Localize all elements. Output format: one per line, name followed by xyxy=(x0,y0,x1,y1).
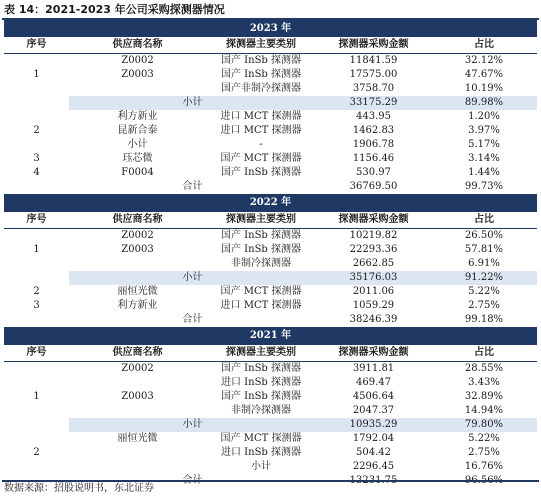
header-supplier: 供应商名称 xyxy=(69,212,206,229)
cell-amount: 3911.81 xyxy=(352,363,395,374)
cell-supplier: 丽恒光微 xyxy=(117,286,158,297)
subtotal-amount: 33175.29 xyxy=(316,96,431,110)
cell-share: 3.43% xyxy=(468,377,500,388)
cell-category: 进口 InSb 探测器 xyxy=(221,447,301,458)
table-row xyxy=(4,152,537,166)
header-amount: 探测器采购金额 xyxy=(316,37,431,54)
table-row xyxy=(4,460,537,474)
total-label: 合计 xyxy=(182,181,203,192)
cell-amount: 1059.29 xyxy=(352,300,395,311)
table-row xyxy=(4,446,537,460)
cell-seq: 2 xyxy=(33,286,40,297)
cell-share: 3.97% xyxy=(468,125,500,136)
cell-amount: 530.97 xyxy=(356,167,391,178)
header-seq: 序号 xyxy=(4,37,69,54)
cell-seq: 1 xyxy=(33,391,40,402)
table-row xyxy=(4,110,537,124)
column-header-row xyxy=(4,37,537,54)
cell-category: 国产 MCT 探测器 xyxy=(220,286,302,297)
cell-supplier: Z0003 xyxy=(121,69,154,80)
total-row xyxy=(4,313,537,327)
year-banner-2022 xyxy=(4,194,537,212)
cell-seq: 4 xyxy=(33,167,40,178)
cell-category: - xyxy=(259,139,263,150)
cell-supplier xyxy=(69,257,206,271)
subtotal-label: 小计 xyxy=(69,418,316,432)
cell-share: 32.12% xyxy=(464,55,504,66)
cell-seq xyxy=(4,229,69,244)
cell-supplier: Z0003 xyxy=(121,391,154,402)
cell-supplier: 丽恒光微 xyxy=(117,433,158,444)
cell-seq xyxy=(4,54,69,69)
cell-amount: 469.47 xyxy=(356,377,391,388)
cell-share: 3.14% xyxy=(468,153,500,164)
cell-amount: 443.95 xyxy=(356,111,391,122)
cell-seq: 2 xyxy=(33,125,40,136)
cell-amount: 1462.83 xyxy=(352,125,395,136)
table-row xyxy=(4,404,537,418)
total-share: 99.18% xyxy=(464,314,504,325)
subtotal-share: 89.98% xyxy=(431,96,537,110)
header-share: 占比 xyxy=(431,345,537,362)
cell-share: 10.19% xyxy=(464,83,504,94)
year-title: 2022 年 xyxy=(4,194,537,212)
cell-supplier: F0004 xyxy=(121,167,154,178)
table-row xyxy=(4,432,537,446)
cell-category: 国产非制冷探测器 xyxy=(221,83,301,94)
table-row xyxy=(4,243,537,257)
table-row xyxy=(4,82,537,96)
cell-supplier: Z0002 xyxy=(121,230,154,241)
header-seq: 序号 xyxy=(4,212,69,229)
table-row xyxy=(4,166,537,180)
cell-amount: 1906.78 xyxy=(352,139,395,150)
header-amount: 探测器采购金额 xyxy=(316,345,431,362)
cell-share: 2.75% xyxy=(468,447,500,458)
total-label: 合计 xyxy=(182,314,203,325)
cell-share: 26.50% xyxy=(464,230,504,241)
table-row xyxy=(4,299,537,313)
column-header-row xyxy=(4,345,537,362)
table-row xyxy=(4,376,537,390)
cell-seq: 3 xyxy=(33,153,40,164)
total-share: 99.73% xyxy=(464,181,504,192)
procurement-table xyxy=(4,20,537,488)
cell-category: 进口 MCT 探测器 xyxy=(220,125,302,136)
cell-seq xyxy=(4,376,69,390)
cell-category: 国产 InSb 探测器 xyxy=(221,244,301,255)
cell-share: 32.89% xyxy=(464,391,504,402)
table-row xyxy=(4,390,537,404)
cell-category: 国产 InSb 探测器 xyxy=(221,363,301,374)
cell-amount: 22293.36 xyxy=(349,244,398,255)
cell-category: 进口 InSb 探测器 xyxy=(221,377,301,388)
total-amount: 36769.50 xyxy=(349,181,398,192)
cell-category: 国产 InSb 探测器 xyxy=(221,391,301,402)
header-category: 探测器主要类别 xyxy=(206,345,316,362)
total-row xyxy=(4,180,537,194)
cell-seq xyxy=(4,96,69,110)
cell-seq: 1 xyxy=(33,244,40,255)
header-amount: 探测器采购金额 xyxy=(316,212,431,229)
cell-seq xyxy=(4,460,69,474)
table-row xyxy=(4,362,537,377)
cell-category: 非制冷探测器 xyxy=(231,405,291,416)
cell-supplier: 小计 xyxy=(127,139,148,150)
table-caption: 表 14：2021-2023 年公司采购探测器情况 xyxy=(4,3,225,16)
cell-share: 5.22% xyxy=(468,433,500,444)
cell-supplier: 珏芯微 xyxy=(122,153,153,164)
cell-seq xyxy=(4,362,69,377)
table-row xyxy=(4,229,537,244)
source-note: 数据来源：招股说明书，东北证券 xyxy=(2,480,539,496)
cell-amount: 4506.64 xyxy=(352,391,395,402)
subtotal-row xyxy=(4,418,537,432)
cell-seq xyxy=(4,138,69,152)
cell-amount: 11841.59 xyxy=(349,55,398,66)
cell-supplier: 利方新业 xyxy=(117,300,158,311)
cell-seq xyxy=(4,271,69,285)
cell-supplier xyxy=(69,404,206,418)
cell-amount: 17575.00 xyxy=(349,69,398,80)
table-row xyxy=(4,285,537,299)
cell-category: 国产 InSb 探测器 xyxy=(221,167,301,178)
header-category: 探测器主要类别 xyxy=(206,37,316,54)
total-label: 合计 xyxy=(182,475,203,486)
cell-share: 1.44% xyxy=(468,167,500,178)
column-header-row xyxy=(4,212,537,229)
subtotal-amount: 10935.29 xyxy=(316,418,431,432)
subtotal-label: 小计 xyxy=(69,96,316,110)
cell-seq: 3 xyxy=(33,300,40,311)
cell-supplier: Z0002 xyxy=(121,55,154,66)
subtotal-label: 小计 xyxy=(69,271,316,285)
cell-share: 2.75% xyxy=(468,300,500,311)
total-share: 96.56% xyxy=(464,475,504,486)
cell-seq: 1 xyxy=(33,69,40,80)
year-banner-2021 xyxy=(4,327,537,345)
cell-amount: 3758.70 xyxy=(352,83,395,94)
cell-amount: 2296.45 xyxy=(352,461,395,472)
table-row xyxy=(4,124,537,138)
cell-supplier: 昆新合泰 xyxy=(117,125,158,136)
cell-category: 国产 MCT 探测器 xyxy=(220,153,302,164)
cell-share: 14.94% xyxy=(464,405,504,416)
cell-seq xyxy=(4,404,69,418)
cell-share: 6.91% xyxy=(468,258,500,269)
cell-seq xyxy=(4,432,69,446)
subtotal-row xyxy=(4,271,537,285)
cell-supplier: 利方新业 xyxy=(117,111,158,122)
total-amount: 13231.75 xyxy=(349,475,398,486)
cell-seq: 2 xyxy=(33,447,40,458)
cell-amount: 1156.46 xyxy=(352,153,395,164)
cell-amount: 2047.37 xyxy=(352,405,395,416)
cell-category: 国产 MCT 探测器 xyxy=(220,433,302,444)
subtotal-amount: 35176.03 xyxy=(316,271,431,285)
cell-category: 国产 InSb 探测器 xyxy=(221,69,301,80)
cell-supplier: Z0002 xyxy=(121,363,154,374)
table-row xyxy=(4,257,537,271)
cell-category: 国产 InSb 探测器 xyxy=(221,230,301,241)
header-share: 占比 xyxy=(431,212,537,229)
cell-category: 进口 MCT 探测器 xyxy=(220,111,302,122)
cell-category: 非制冷探测器 xyxy=(231,258,291,269)
cell-supplier xyxy=(69,376,206,390)
cell-amount: 10219.82 xyxy=(349,230,398,241)
cell-share: 47.67% xyxy=(464,69,504,80)
cell-amount: 504.42 xyxy=(356,447,391,458)
cell-category: 国产 InSb 探测器 xyxy=(221,55,301,66)
cell-share: 57.81% xyxy=(464,244,504,255)
cell-category: 进口 MCT 探测器 xyxy=(220,300,302,311)
subtotal-row xyxy=(4,96,537,110)
cell-supplier: Z0003 xyxy=(121,244,154,255)
cell-seq xyxy=(4,82,69,96)
cell-category: 小计 xyxy=(251,461,271,472)
header-category: 探测器主要类别 xyxy=(206,212,316,229)
year-title: 2023 年 xyxy=(4,20,537,37)
cell-amount: 2662.85 xyxy=(352,258,395,269)
year-title: 2021 年 xyxy=(4,327,537,345)
cell-share: 28.55% xyxy=(464,363,504,374)
table-row xyxy=(4,54,537,69)
table-row xyxy=(4,138,537,152)
cell-seq xyxy=(4,110,69,124)
cell-seq xyxy=(4,180,69,194)
header-supplier: 供应商名称 xyxy=(69,345,206,362)
cell-share: 5.17% xyxy=(468,139,500,150)
cell-amount: 1792.04 xyxy=(352,433,395,444)
cell-supplier xyxy=(69,460,206,474)
header-seq: 序号 xyxy=(4,345,69,362)
subtotal-share: 79.80% xyxy=(431,418,537,432)
cell-supplier xyxy=(69,446,206,460)
cell-seq xyxy=(4,257,69,271)
subtotal-share: 91.22% xyxy=(431,271,537,285)
header-supplier: 供应商名称 xyxy=(69,37,206,54)
total-amount: 38246.39 xyxy=(349,314,398,325)
cell-share: 5.22% xyxy=(468,286,500,297)
cell-amount: 2011.06 xyxy=(352,286,395,297)
cell-share: 16.76% xyxy=(464,461,504,472)
cell-seq xyxy=(4,418,69,432)
cell-seq xyxy=(4,313,69,327)
year-banner-2023 xyxy=(4,20,537,37)
header-share: 占比 xyxy=(431,37,537,54)
cell-share: 1.20% xyxy=(468,111,500,122)
table-row xyxy=(4,68,537,82)
cell-supplier xyxy=(69,82,206,96)
